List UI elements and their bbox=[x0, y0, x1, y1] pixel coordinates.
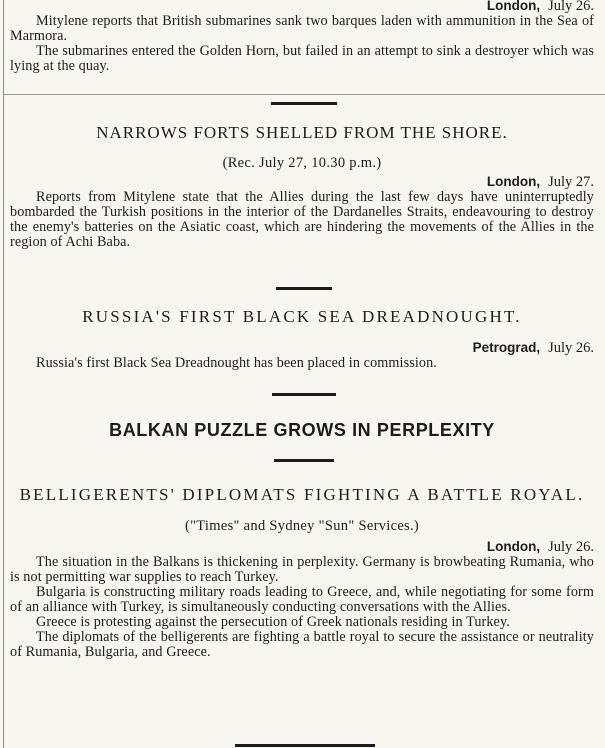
paragraph: The diplomats of the belligerents are fighting a battle royal to secure the assistance or neutrality of Rumania, Bulgaria, and Greece. bbox=[10, 629, 594, 660]
main-headline: BALKAN PUZZLE GROWS IN PERPLEXITY bbox=[109, 420, 495, 440]
dateline bbox=[10, 174, 594, 190]
dateline-date: July 26. bbox=[548, 0, 594, 14]
article-dreadnought bbox=[10, 307, 594, 371]
dateline bbox=[10, 340, 594, 356]
dateline-date: July 27. bbox=[548, 174, 594, 190]
paragraph: Bulgaria is constructing military roads leading to Greece, and, while negotiating for some form of an alliance with Turkey, is simultaneously conducting conversations with the Allies. bbox=[10, 584, 594, 615]
dateline-place: Petrograd, bbox=[472, 340, 541, 355]
dateline bbox=[10, 539, 594, 555]
paragraph: The situation in the Balkans is thickening in perplexity. Germany is browbeating Rumania, who is not permitting war supplies to reach Turkey. bbox=[10, 554, 594, 585]
column-rule bbox=[3, 0, 4, 748]
paragraph: Greece is protesting against the persecution of Greek nationals residing in Turkey. bbox=[36, 614, 510, 630]
headline-rule bbox=[276, 287, 332, 290]
dateline-date: July 26. bbox=[548, 539, 594, 555]
headline: NARROWS FORTS SHELLED FROM THE SHORE. bbox=[96, 123, 508, 142]
article-balkan bbox=[10, 420, 594, 440]
headline-rule bbox=[271, 102, 337, 105]
article-balkan-body bbox=[10, 485, 594, 660]
article-narrows-forts bbox=[10, 123, 594, 250]
services-credit: ("Times" and Sydney "Sun" Services.) bbox=[184, 518, 420, 534]
paragraph: Russia's first Black Sea Dreadnought has been placed in commission. bbox=[36, 355, 437, 371]
headline-rule bbox=[272, 393, 336, 396]
received-time: (Rec. July 27, 10.30 p.m.) bbox=[222, 155, 382, 171]
paragraph: The submarines entered the Golden Horn, but failed in an attempt to sink a destroyer which was lying at the quay. bbox=[10, 43, 594, 74]
bottom-rule bbox=[235, 744, 375, 747]
article-separator bbox=[3, 94, 605, 95]
article-submarines bbox=[10, 0, 594, 74]
dateline-place: London, bbox=[486, 0, 541, 13]
headline: RUSSIA'S FIRST BLACK SEA DREADNOUGHT. bbox=[82, 307, 522, 326]
paragraph: Mitylene reports that British submarines sank two barques laden with ammunition in the Sea of Marmora. bbox=[10, 13, 594, 44]
subheadline: BELLIGERENTS' DIPLOMATS FIGHTING A BATTLE ROYAL. bbox=[19, 485, 585, 504]
dateline-place: London, bbox=[486, 174, 541, 189]
headline-rule bbox=[274, 459, 334, 462]
dateline-place: London, bbox=[486, 539, 541, 554]
dateline-date: July 26. bbox=[548, 340, 594, 356]
paragraph: Reports from Mitylene state that the Allies during the last few days have uninterruptedly bombarded the Turkish positions in the interior of the Dardanelles Straits, endeavouring to destroy the enemy's batteries on the Asiatic coast, which are hindering the movements of the Allies in the region of Achi Baba. bbox=[10, 189, 594, 250]
dateline bbox=[10, 0, 594, 14]
